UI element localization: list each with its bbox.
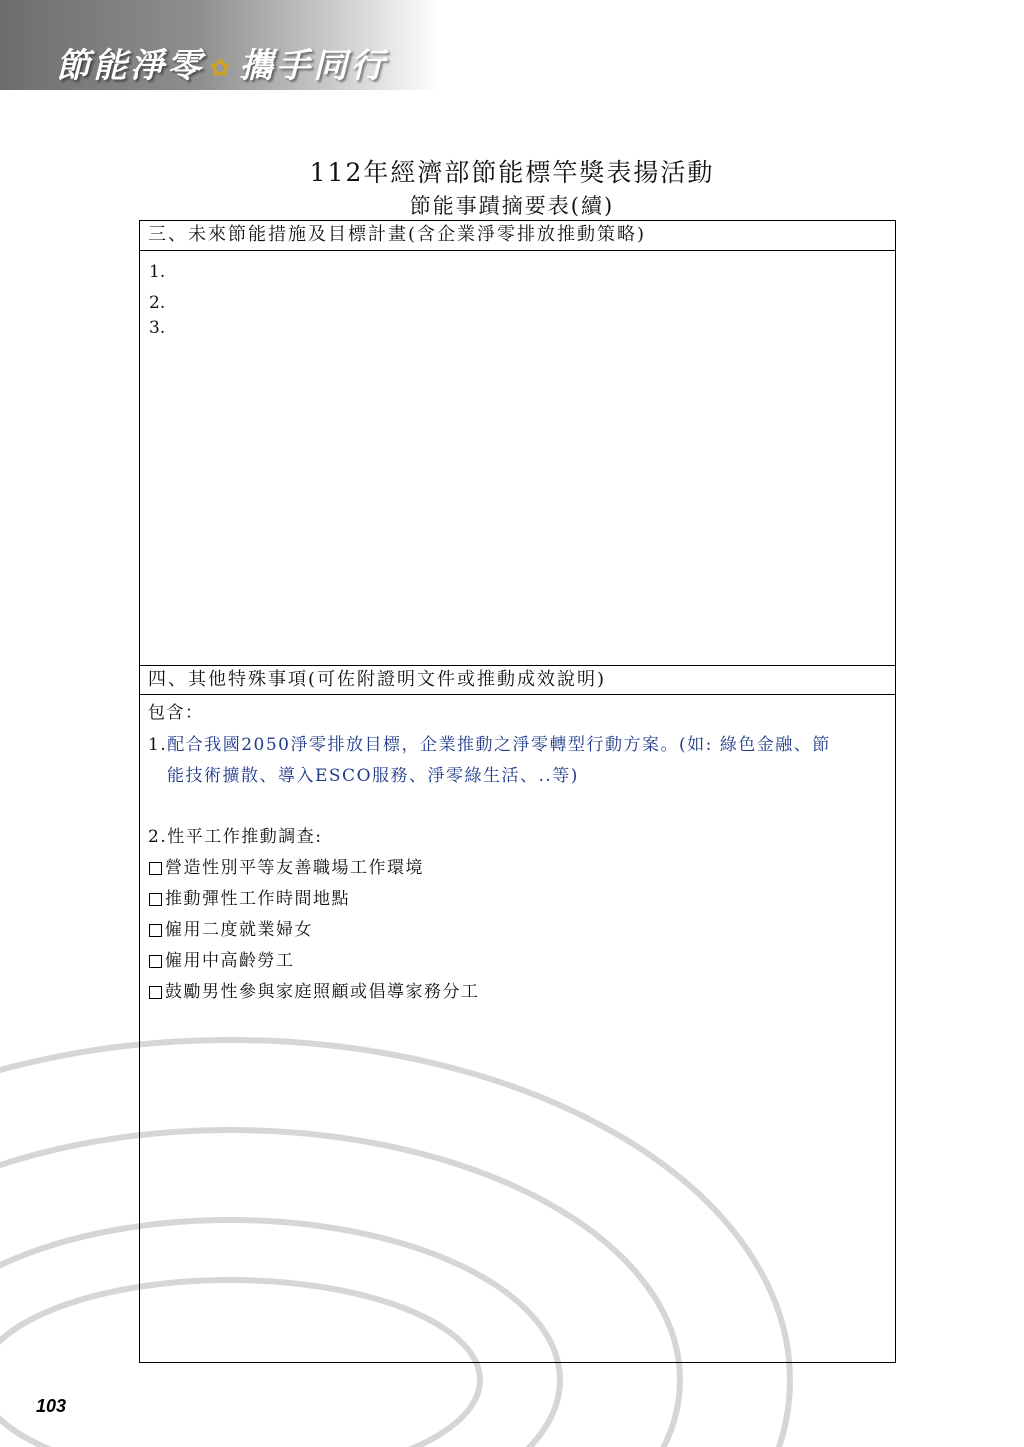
checkbox-label-3: 僱用二度就業婦女 <box>165 920 313 940</box>
section-4-heading: 四、其他特殊事項(可佐附證明文件或推動成效說明) <box>140 665 895 695</box>
checkbox-icon[interactable] <box>149 893 162 906</box>
point-1-line-2: 能技術擴散、導入ESCO服務、淨零綠生活、..等) <box>167 766 579 786</box>
section-3-item-1: 1. <box>149 262 166 282</box>
checkbox-row-4[interactable] <box>149 949 295 973</box>
point-1-line-1: 配合我國2050淨零排放目標，企業推動之淨零轉型行動方案。(如: 綠色金融、節 <box>167 735 831 755</box>
section-3-item-2: 2. <box>149 293 166 313</box>
summary-form <box>139 220 896 1363</box>
checkbox-label-2: 推動彈性工作時間地點 <box>165 889 350 909</box>
checkbox-row-5[interactable] <box>149 980 480 1004</box>
header-logo <box>56 38 387 87</box>
checkbox-icon[interactable] <box>149 986 162 999</box>
flower-icon: ✿ <box>210 53 234 82</box>
page-number: 103 <box>36 1396 67 1416</box>
checkbox-row-1[interactable] <box>149 856 424 880</box>
section-4-point-1 <box>148 733 831 757</box>
document-title: 112年經濟部節能標竿獎表揚活動 <box>309 158 715 187</box>
checkbox-icon[interactable] <box>149 955 162 968</box>
checkbox-icon[interactable] <box>149 924 162 937</box>
checkbox-label-1: 營造性別平等友善職場工作環境 <box>165 858 424 878</box>
checkbox-row-2[interactable] <box>149 887 350 911</box>
checkbox-icon[interactable] <box>149 862 162 875</box>
document-subtitle: 節能事蹟摘要表(續) <box>409 194 615 218</box>
checkbox-label-5: 鼓勵男性參與家庭照顧或倡導家務分工 <box>165 982 480 1002</box>
checkbox-label-4: 僱用中高齡勞工 <box>165 951 295 971</box>
logo-right-text: 攜手同行 <box>239 46 388 86</box>
checkbox-row-3[interactable] <box>149 918 313 942</box>
section-4-intro: 包含： <box>148 703 204 723</box>
section-4-point-2: 2.性平工作推動調查: <box>148 827 323 847</box>
logo-left-text: 節能淨零 <box>56 46 204 86</box>
section-3-heading: 三、未來節能措施及目標計畫(含企業淨零排放推動策略) <box>140 221 895 251</box>
section-3-item-3: 3. <box>149 318 166 338</box>
point-1-prefix: 1. <box>148 735 168 755</box>
